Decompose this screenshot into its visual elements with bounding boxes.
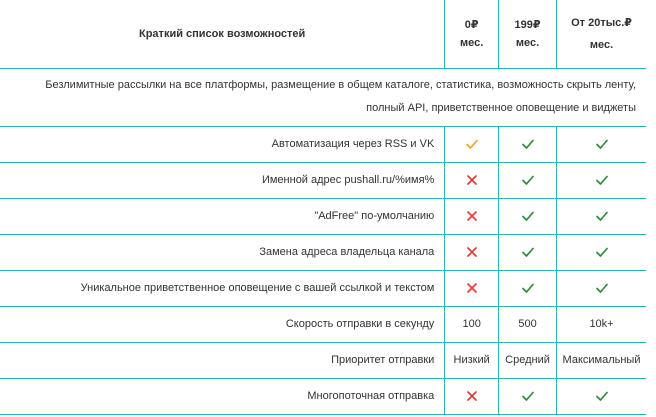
feature-name: Именной адрес pushall.ru/%имя% [0,162,445,198]
common-features-line1: Безлимитные рассылки на все платформы, размещение в общем каталоге, статистика, возможность скрыть ленту, [45,79,636,91]
plan-top-header [557,0,646,68]
cross-icon [465,173,479,187]
plan-mid-cell [498,126,556,162]
cross-icon [465,281,479,295]
feature-name: Автоматизация через RSS и VK [0,126,445,162]
cross-icon [465,209,479,223]
feature-column-header: Краткий список возможностей [0,0,445,68]
plan-free-cell [445,234,499,270]
table-row [0,234,646,270]
feature-name: "AdFree" по-умолчанию [0,198,445,234]
check-icon [521,173,535,187]
feature-name: Уникальное приветственное оповещение с вашей ссылкой и текстом [0,270,445,306]
plan-top-cell [557,162,646,198]
feature-name: Приоритет отправки [0,342,445,378]
table-row [0,306,646,342]
table-row [0,198,646,234]
plan-free-cell [445,162,499,198]
table-row [0,162,646,198]
plan-free-cell [445,306,499,342]
plan-mid-cell [498,378,556,414]
plan-mid-cell [498,270,556,306]
check-icon [521,209,535,223]
plan-mid-cell [498,234,556,270]
plan-top-cell [557,306,646,342]
plan-top-cell [557,234,646,270]
common-features-line2: полный API, приветственное оповещение и виджеты [366,102,636,114]
check-icon [521,281,535,295]
check-icon [595,209,609,223]
feature-rows [0,126,646,414]
check-orange-icon [465,137,479,151]
check-icon [595,137,609,151]
feature-name: Скорость отправки в секунду [0,306,445,342]
table-row [0,342,646,378]
plan-mid-cell [498,342,556,378]
plan-top-value: 10k+ [589,318,614,330]
plan-free-cell [445,270,499,306]
plan-top-header-line2: мес. [589,38,614,51]
check-icon [521,137,535,151]
plan-free-value: Низкий [453,354,490,366]
table-row [0,126,646,162]
check-icon [595,281,609,295]
cross-icon [465,245,479,259]
plan-top-cell [557,342,646,378]
check-icon [521,389,535,403]
plan-mid-cell [498,306,556,342]
plan-free-cell [445,342,499,378]
table-header-row [0,0,646,68]
plan-top-value: Максимальный [562,354,641,366]
check-icon [595,245,609,259]
plan-top-cell [557,270,646,306]
feature-name: Замена адреса владельца канала [0,234,445,270]
plan-mid-value: Средний [505,354,550,366]
plan-top-cell [557,126,646,162]
plan-free-cell [445,198,499,234]
cross-icon [465,389,479,403]
table-row [0,378,646,414]
plan-free-cell [445,126,499,162]
check-icon [595,173,609,187]
plan-mid-cell [498,198,556,234]
check-icon [595,389,609,403]
plan-top-header-line1: От 20тыс.₽ [571,16,632,29]
feature-name: Многопоточная отправка [0,378,445,414]
table-row [0,270,646,306]
plan-mid-cell [498,162,556,198]
common-features-row [0,68,646,126]
plan-mid-header: 199₽ мес. [498,0,556,68]
plan-free-value: 100 [462,318,481,330]
plan-mid-value: 500 [518,318,537,330]
check-icon [521,245,535,259]
plan-top-cell [557,198,646,234]
common-features-text [0,68,646,126]
plan-free-cell [445,378,499,414]
plan-free-header: 0₽ мес. [445,0,499,68]
plan-top-cell [557,378,646,414]
